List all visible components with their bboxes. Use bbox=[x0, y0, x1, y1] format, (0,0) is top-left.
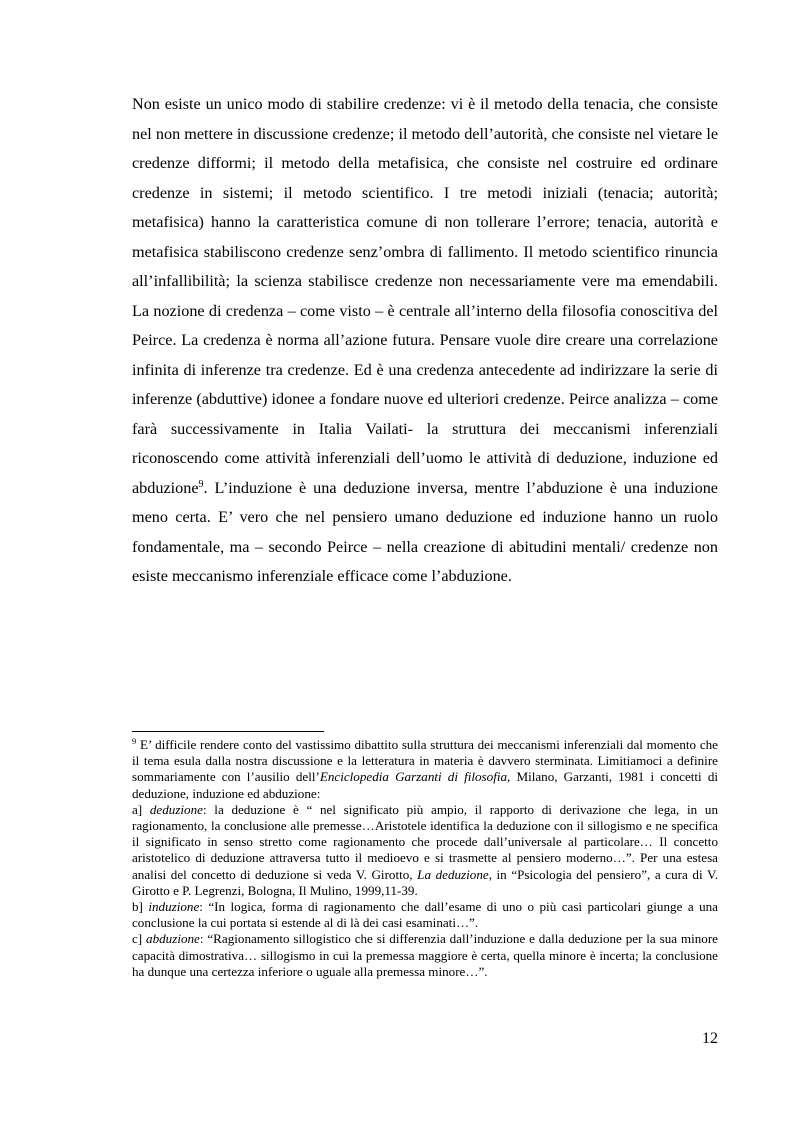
footnote-item-marker: b] bbox=[132, 899, 149, 915]
body-text-part-2: . L’induzione è una deduzione inversa, mentre l’abduzione è una induzione meno certa. E’ vero che nel pensiero umano deduzione ed induzione hanno un ruolo fondamentale, ma – secondo Peirce – nella creazione di abitudini mentali/ credenze non esiste meccanismo inferenziale efficace come l’abduzione. bbox=[132, 478, 718, 585]
footnote-item-induzione bbox=[132, 899, 718, 931]
footnote-intro-text: E’ difficile rendere conto del vastissimo dibattito sulla struttura dei meccanismi inferenziali dal momento che il tema esula dalla nostra discussione e la letteratura in materia è davvero sterminata. Limitiamoci a definire sommariamente con l’ausilio dell’ bbox=[132, 737, 718, 785]
footnote-cited-title: La deduzione bbox=[417, 866, 489, 882]
footnote bbox=[132, 737, 718, 980]
body-text-part-1: Non esiste un unico modo di stabilire credenze: vi è il metodo della tenacia, che consiste nel non mettere in discussione credenze; il metodo dell’autorità, che consiste nel vietare le credenze difformi; il metodo della metafisica, che consiste nel costruire ed ordinare credenze in sistemi; il metodo scientifico. I tre metodi iniziali (tenacia; autorità; metafisica) hanno la caratteristica comune di non tollerare l’errore; tenacia, autorità e metafisica stabiliscono credenze senz’ombra di fallimento. Il metodo scientifico rinuncia all’infallibilità; la scienza stabilisce credenze non necessariamente vere ma emendabili. La nozione di credenza – come visto – è centrale all’interno della filosofia conoscitiva del Peirce. La credenza è norma all’azione futura. Pensare vuole dire creare una correlazione infinita di inferenze tra credenze. Ed è una credenza antecedente ad indirizzare la serie di inferenze (abduttive) idonee a fondare nuove ed ulteriori credenze. Peirce analizza – come farà successivamente in Italia Vailati- la struttura dei meccanismi inferenziali riconoscendo come attività inferenziali dell’uomo le attività di deduzione, induzione ed abduzione bbox=[132, 95, 718, 497]
footnote-item-text-2: , in “Psicologia del pensiero”, a cura di V. Girotto e P. Legrenzi, Bologna, Il Mulino, 1999,11-39. bbox=[132, 866, 718, 898]
footnote-item-marker: c] bbox=[132, 931, 147, 947]
footnote-term: abduzione bbox=[146, 931, 200, 947]
footnote-number: 9 bbox=[132, 736, 137, 746]
footnote-item-text: : “Ragionamento sillogistico che si differenzia dall’induzione e dalla deduzione per la sua minore capacità dimostrativa… sillogismo in cui la premessa maggiore è certa, quella minore è incerta; la conclusione ha dunque una certezza inferiore o uguale alla premessa minore…”. bbox=[132, 931, 718, 979]
footnote-item-deduzione bbox=[132, 802, 718, 899]
page-number: 12 bbox=[702, 1030, 718, 1047]
footnote-item-abduzione bbox=[132, 931, 718, 980]
footnote-separator bbox=[132, 731, 324, 732]
footnote-item-marker: a] bbox=[132, 801, 150, 817]
body-paragraph bbox=[132, 90, 718, 592]
footnote-reference[interactable]: 9 bbox=[198, 478, 204, 490]
footnote-source-title: Enciclopedia Garzanti di filosofia bbox=[319, 769, 508, 785]
footnote-term: deduzione bbox=[149, 801, 203, 817]
footnote-intro bbox=[132, 737, 718, 802]
footnote-item-text: : “In logica, forma di ragionamento che dall’esame di uno o più casi particolari giunge a una conclusione la cui portata si estende al di là dei casi esaminati…”. bbox=[132, 899, 718, 931]
footnote-item-text: : la deduzione è “ nel significato più ampio, il rapporto di derivazione che lega, in un ragionamento, la conclusione alle premesse…Aristotele identifica la deduzione con il sillogismo e ne specifica il significato in senso stretto come ragionamento che procede dall’universale al particolare… Il concetto aristotelico di deduzione attraversa tutto il medioevo e si trasmette al pensiero moderno…”. Per una estesa analisi del concetto di deduzione si veda V. Girotto, bbox=[132, 801, 719, 882]
footnote-term: induzione bbox=[148, 899, 200, 915]
footnote-intro-text-2: , Milano, Garzanti, 1981 i concetti di deduzione, induzione ed abduzione: bbox=[132, 769, 719, 801]
